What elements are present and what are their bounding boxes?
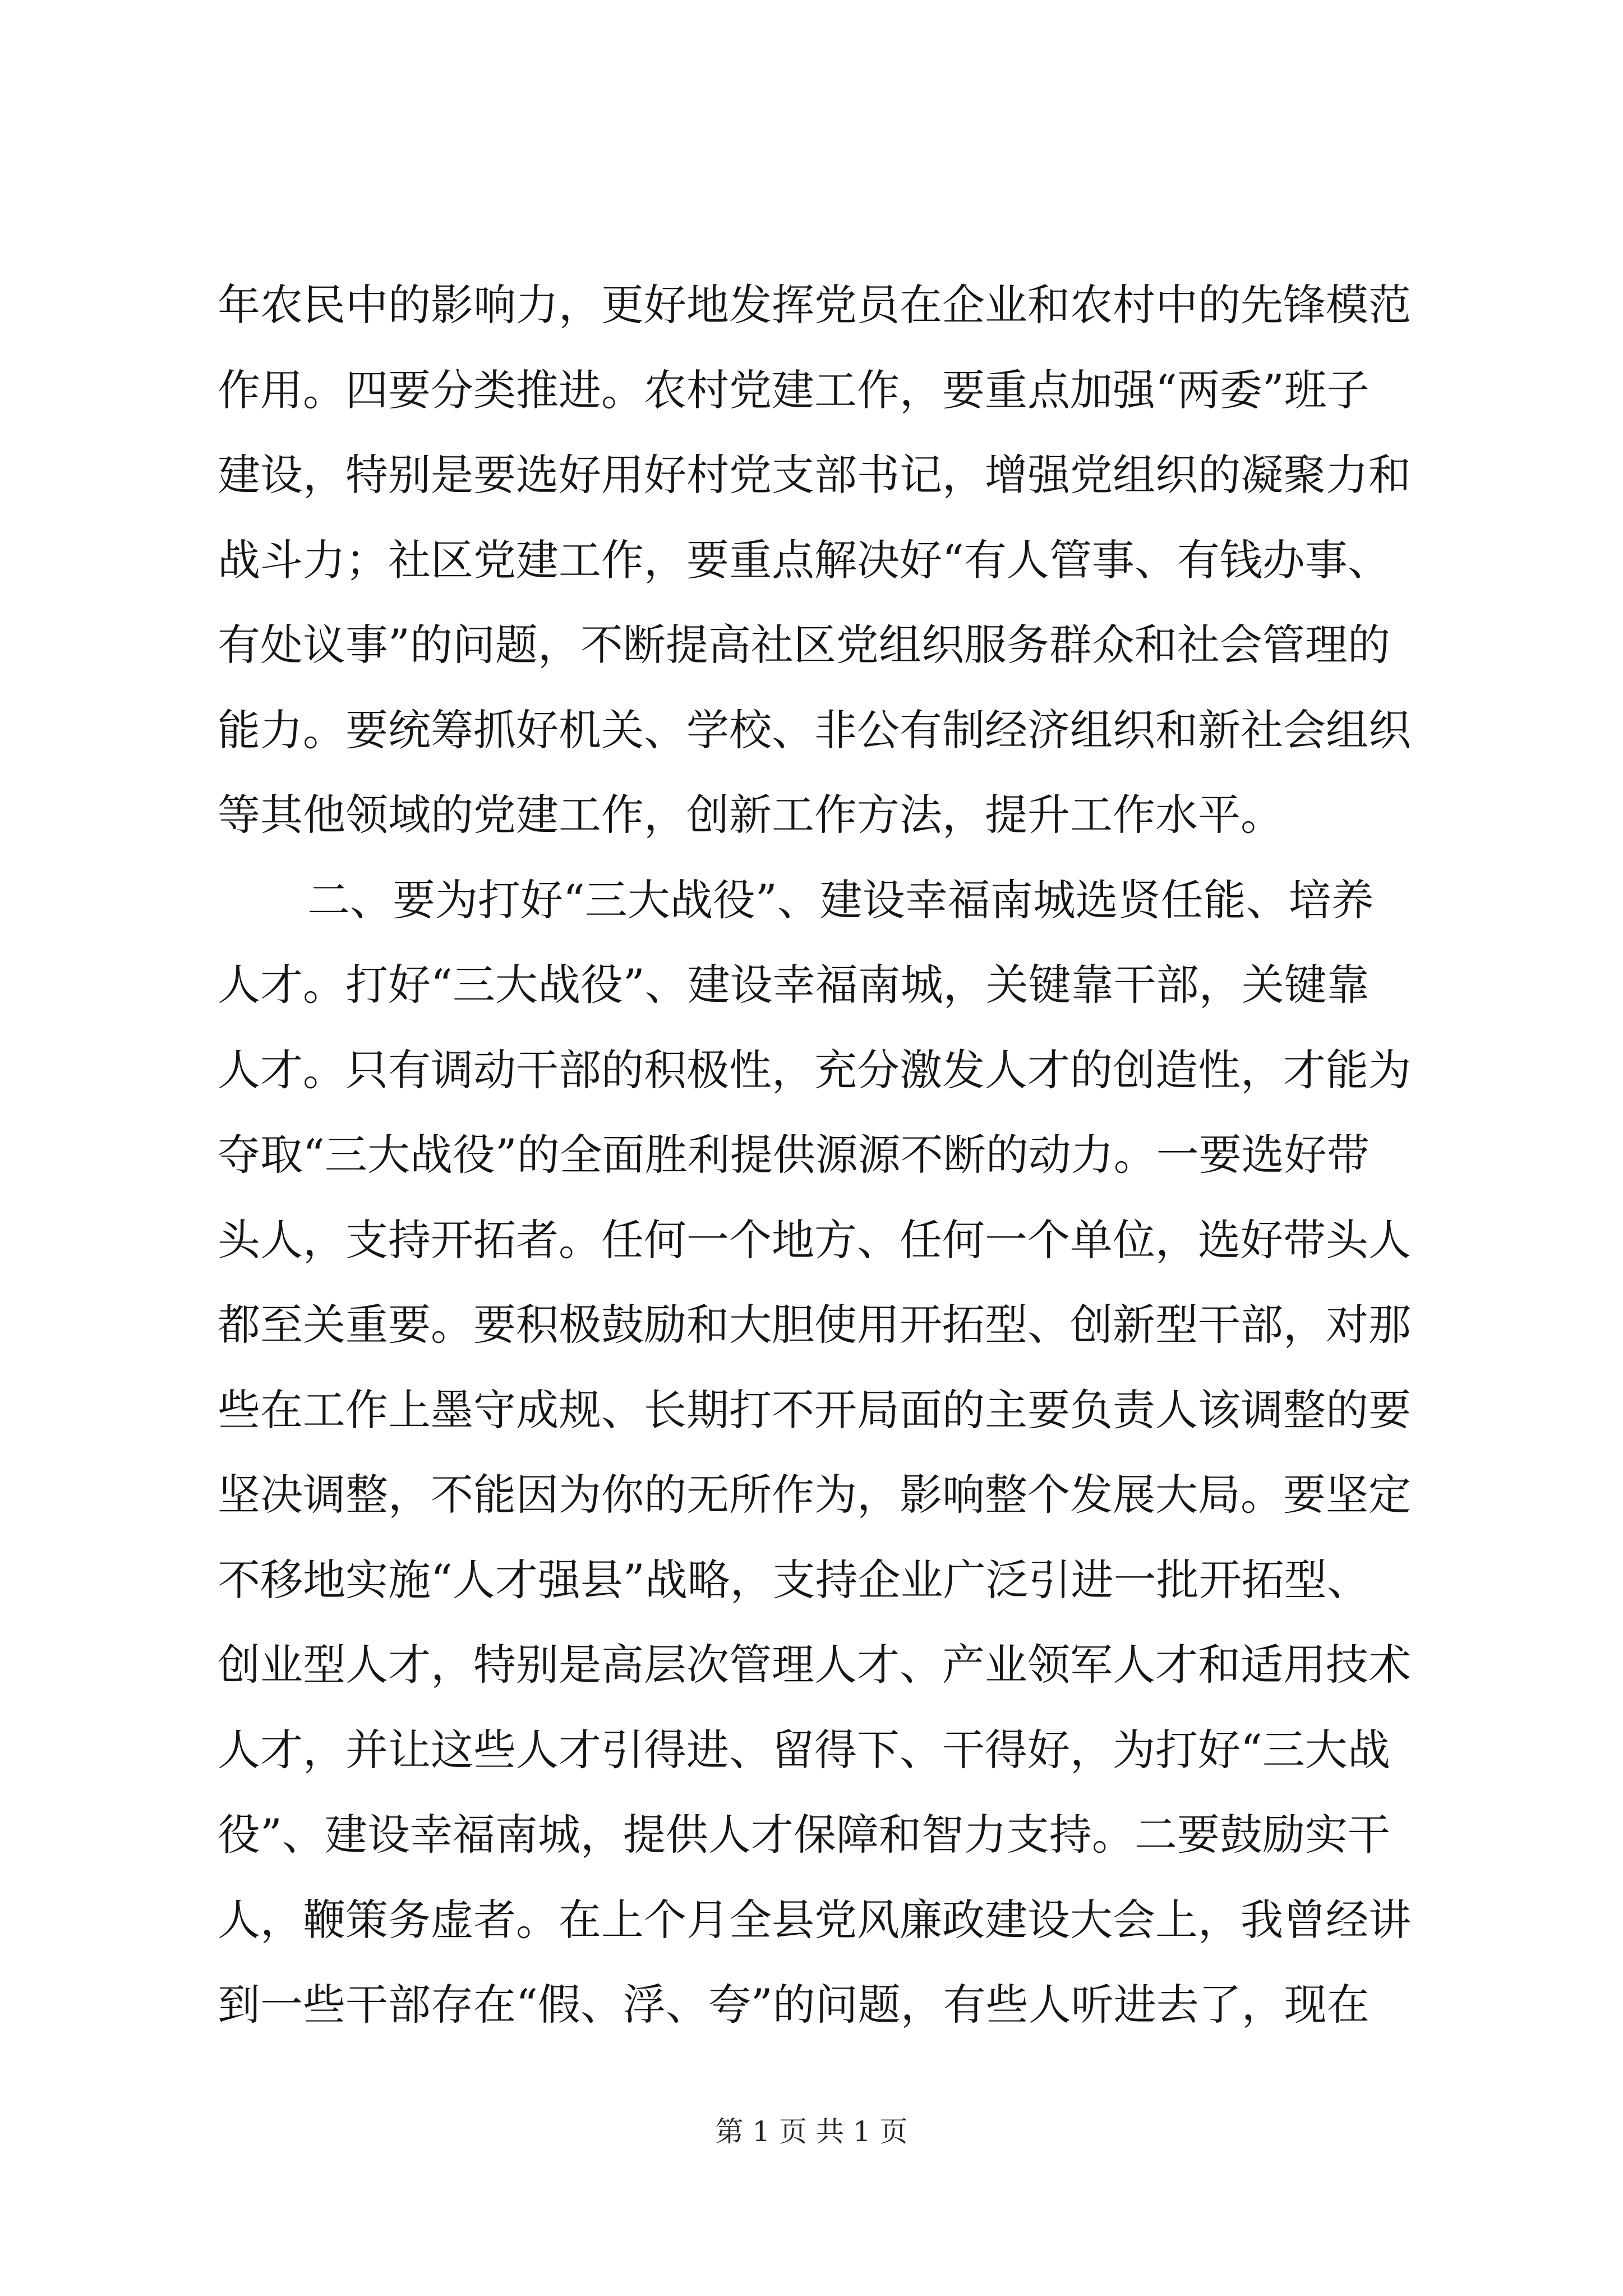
text-line: 人才。打好“三大战役”、建设幸福南城，关键靠干部，关键靠 [218,960,1370,1010]
text-line: 作用。四要分类推进。农村党建工作，要重点加强“两委”班子 [218,365,1370,415]
text-line: 到一些干部存在“假、浮、夸”的问题，有些人听进去了，现在 [218,1980,1370,2030]
text-line: 建设，特别是要选好用好村党支部书记，增强党组织的凝聚力和 [218,450,1411,500]
text-line: 人才。只有调动干部的积极性，充分激发人才的创造性，才能为 [218,1045,1411,1095]
paragraph-start-line: 二、要为打好“三大战役”、建设幸福南城选贤任能、培养 [307,875,1374,925]
text-line: 都至关重要。要积极鼓励和大胆使用开拓型、创新型干部，对那 [218,1300,1411,1350]
text-line: 夺取“三大战役”的全面胜利提供源源不断的动力。一要选好带 [218,1130,1370,1180]
text-line: 些在工作上墨守成规、长期打不开局面的主要负责人该调整的要 [218,1384,1411,1435]
text-line: 人才，并让这些人才引得进、留得下、干得好，为打好“三大战 [218,1724,1390,1775]
body-text [218,263,1435,2047]
text-line: 创业型人才，特别是高层次管理人才、产业领军人才和适用技术 [218,1640,1411,1690]
text-line: 人，鞭策务虚者。在上个月全县党风廉政建设大会上，我曾经讲 [218,1894,1411,1945]
text-line: 等其他领域的党建工作，创新工作方法，提升工作水平。 [218,790,1283,840]
text-line: 有处议事”的问题，不断提高社区党组织服务群众和社会管理的 [218,620,1390,670]
text-line: 头人，支持开拓者。任何一个地方、任何一个单位，选好带头人 [218,1214,1411,1265]
text-line: 坚决调整，不能因为你的无所作为，影响整个发展大局。要坚定 [218,1470,1411,1520]
text-line: 不移地实施“人才强县”战略，支持企业广泛引进一批开拓型、 [218,1554,1370,1605]
text-line: 年农民中的影响力，更好地发挥党员在企业和农村中的先锋模范 [218,280,1411,330]
text-line: 役”、建设幸福南城，提供人才保障和智力支持。二要鼓励实干 [218,1810,1390,1860]
text-line: 能力。要统筹抓好机关、学校、非公有制经济组织和新社会组织 [218,705,1411,755]
text-line: 战斗力；社区党建工作，要重点解决好“有人管事、有钱办事、 [218,535,1390,585]
page-number-footer: 第 1 页 共 1 页 [715,2115,908,2148]
